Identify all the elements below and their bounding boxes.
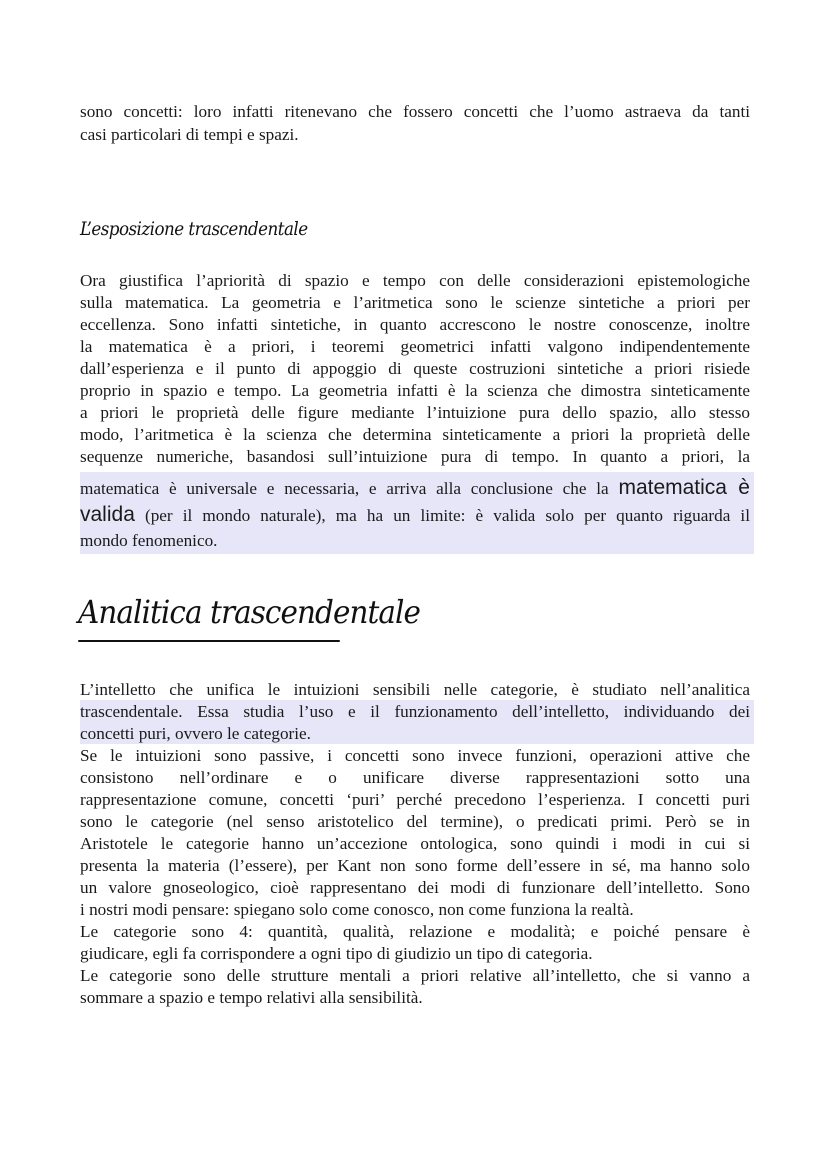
highlight-text-large: valida: [80, 503, 135, 526]
text-line: Le categorie sono delle strutture mentali a priori relative all’intelletto, che si vanno a: [80, 966, 750, 985]
text-line: proprio in spazio e tempo. La geometria infatti è la scienza che dimostra sinteticamente: [80, 381, 750, 400]
text-line: sommare a spazio e tempo relativi alla sensibilità.: [80, 988, 423, 1007]
text-line: sequenze numeriche, basandosi sull’intuizione pura di tempo. In quanto a priori, la: [80, 447, 750, 466]
text-line: presenta la materia (l’essere), per Kant non sono forme dell’essere in sé, ma hanno solo: [80, 856, 750, 875]
text-line: i nostri modi pensare: spiegano solo come conosco, non come funziona la realtà.: [80, 900, 634, 919]
heading-underline: [78, 640, 340, 642]
text-line: sono concetti: loro infatti ritenevano che fossero concetti che l’uomo astraeva da tanti: [80, 102, 750, 121]
text-line-highlighted: mondo fenomenico.: [80, 531, 218, 550]
text-line: L’intelletto che unifica le intuizioni sensibili nelle categorie, è studiato nell’analitica: [80, 680, 750, 699]
text-line: un valore gnoseologico, cioè rappresentano dei modi di funzionare dell’intelletto. Sono: [80, 878, 750, 897]
highlight-text: matematica è universale e necessaria, e arriva alla conclusione che la: [80, 479, 619, 498]
text-line: Le categorie sono 4: quantità, qualità, relazione e modalità; e poiché pensare è: [80, 922, 750, 941]
text-line: giudicare, egli fa corrispondere a ogni tipo di giudizio un tipo di categoria.: [80, 944, 593, 963]
text-line: casi particolari di tempi e spazi.: [80, 125, 299, 144]
text-line: la matematica è a priori, i teoremi geometrici infatti valgono indipendentemente: [80, 337, 750, 356]
section-heading-analitica: Analitica trascendentale: [78, 593, 421, 631]
text-line-highlighted: concetti puri, ovvero le categorie.: [80, 724, 311, 743]
text-line: modo, l’aritmetica è la scienza che determina sinteticamente a priori la proprietà delle: [80, 425, 750, 444]
text-line: sono le categorie (nel senso aristotelico del termine), o predicati primi. Però se in: [80, 812, 750, 831]
text-line-highlighted: [80, 504, 750, 525]
section-heading-esposizione: L’esposizione trascendentale: [80, 218, 308, 240]
text-line: Ora giustifica l’apriorità di spazio e tempo con delle considerazioni epistemologiche: [80, 271, 750, 290]
text-line: eccellenza. Sono infatti sintetiche, in quanto accrescono le nostre conoscenze, inoltre: [80, 315, 750, 334]
text-line: sulla matematica. La geometria e l’aritmetica sono le scienze sintetiche a priori per: [80, 293, 750, 312]
text-line-highlighted: trascendentale. Essa studia l’uso e il funzionamento dell’intelletto, individuando dei: [80, 702, 750, 721]
text-line: Se le intuizioni sono passive, i concetti sono invece funzioni, operazioni attive che: [80, 746, 750, 765]
text-line: a priori le proprietà delle figure mediante l’intuizione pura dello spazio, allo stesso: [80, 403, 750, 422]
highlight-text: (per il mondo naturale), ma ha un limite: è valida solo per quanto riguarda il: [134, 506, 750, 525]
text-line: dall’esperienza e il punto di appoggio di queste costruzioni sintetiche a priori risiede: [80, 359, 750, 378]
text-line: rappresentazione comune, concetti ‘puri’ perché precedono l’esperienza. I concetti puri: [80, 790, 750, 809]
text-line-highlighted: [80, 477, 750, 498]
highlight-text-large: matematica è: [618, 476, 750, 499]
text-line: Aristotele le categorie hanno un’accezione ontologica, sono quindi i modi in cui si: [80, 834, 750, 853]
text-line: consistono nell’ordinare e o unificare diverse rappresentazioni sotto una: [80, 768, 750, 787]
